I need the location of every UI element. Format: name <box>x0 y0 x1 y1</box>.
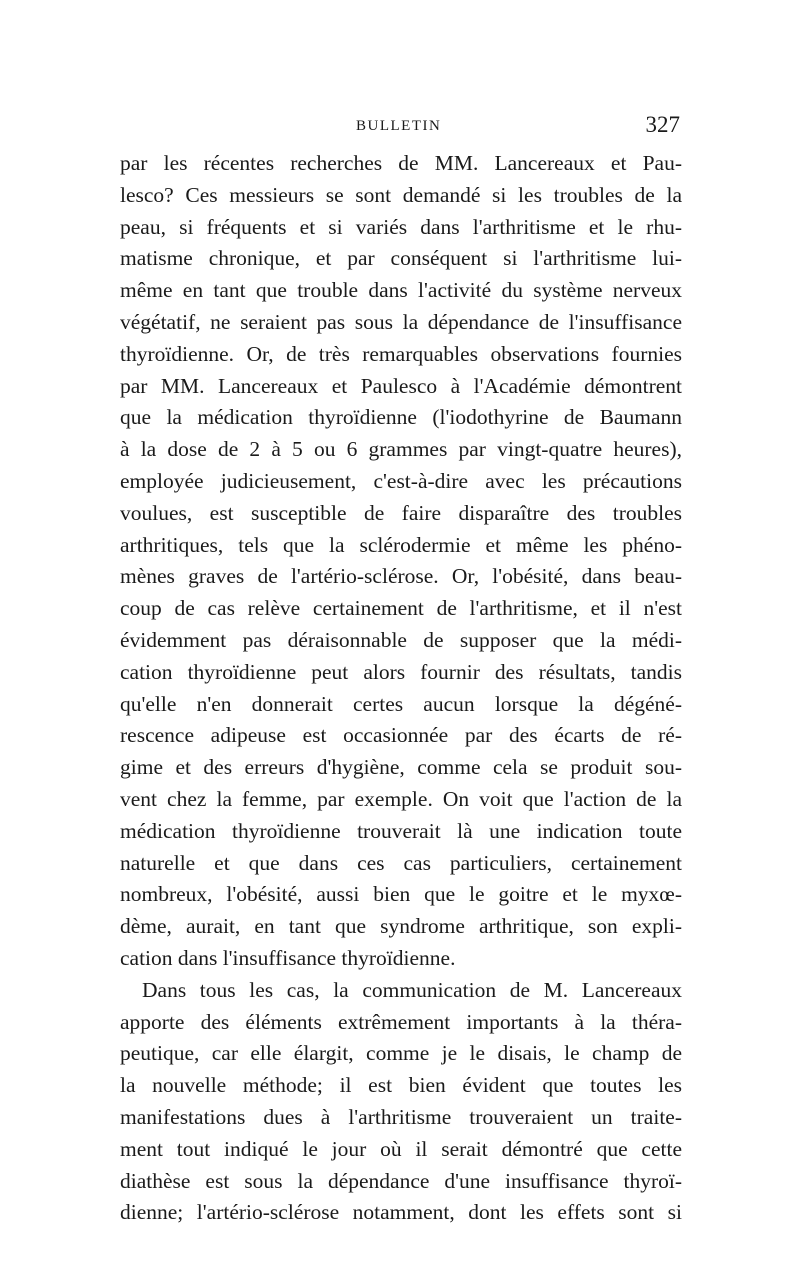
text-line: que la médication thyroïdienne (l'iodothyrine de Baumann <box>120 405 682 430</box>
text-line: naturelle et que dans ces cas particuliers, certainement <box>120 850 682 875</box>
text-line: peau, si fréquents et si variés dans l'arthritisme et le rhu- <box>120 214 682 239</box>
running-title: BULLETIN <box>356 118 442 134</box>
text-line: peutique, car elle élargit, comme je le disais, le champ de <box>120 1041 682 1066</box>
page-number: 327 <box>645 112 680 137</box>
text-line: gime et des erreurs d'hygiène, comme cela se produit sou- <box>120 755 682 780</box>
text-line: végétatif, ne seraient pas sous la dépendance de l'insuffisance <box>120 309 682 334</box>
text-line: manifestations dues à l'arthritisme trouveraient un traite- <box>120 1104 682 1129</box>
text-line: la nouvelle méthode; il est bien évident que toutes les <box>120 1073 682 1098</box>
text-line: à la dose de 2 à 5 ou 6 grammes par vingt-quatre heures), <box>120 437 682 462</box>
text-line: voulues, est susceptible de faire disparaître des troubles <box>120 500 682 525</box>
text-line: médication thyroïdienne trouverait là une indication toute <box>120 818 682 843</box>
text-line: matisme chronique, et par conséquent si l'arthritisme lui- <box>120 246 682 271</box>
text-line: arthritiques, tels que la sclérodermie et même les phéno- <box>120 532 682 557</box>
text-line: même en tant que trouble dans l'activité du système nerveux <box>120 278 682 303</box>
body-text <box>120 148 682 1229</box>
text-line: vent chez la femme, par exemple. On voit que l'action de la <box>120 786 682 811</box>
text-line: rescence adipeuse est occasionnée par des écarts de ré- <box>120 723 682 748</box>
paragraph-first-line: Dans tous les cas, la communication de M. Lancereaux <box>142 977 682 1002</box>
text-line: dienne; l'artério-sclérose notamment, dont les effets sont si <box>120 1200 682 1225</box>
text-line: par les récentes recherches de MM. Lancereaux et Pau- <box>120 151 682 175</box>
text-line: qu'elle n'en donnerait certes aucun lorsque la dégéné- <box>120 691 682 716</box>
text-line: thyroïdienne. Or, de très remarquables observations fournies <box>120 341 682 366</box>
text-line: lesco? Ces messieurs se sont demandé si les troubles de la <box>120 182 682 207</box>
text-line: diathèse est sous la dépendance d'une insuffisance thyroï- <box>120 1168 682 1193</box>
text-line: ment tout indiqué le jour où il serait démontré que cette <box>120 1136 682 1161</box>
text-line: évidemment pas déraisonnable de supposer que la médi- <box>120 627 682 652</box>
text-line: apporte des éléments extrêmement importants à la théra- <box>120 1009 682 1034</box>
running-head <box>120 112 682 142</box>
text-line: coup de cas relève certainement de l'arthritisme, et il n'est <box>120 596 682 621</box>
text-line: employée judicieusement, c'est-à-dire avec les précautions <box>120 468 682 493</box>
text-line: mènes graves de l'artério-sclérose. Or, l'obésité, dans beau- <box>120 564 682 589</box>
text-line: nombreux, l'obésité, aussi bien que le goitre et le myxœ- <box>120 882 682 907</box>
paragraph-last-line: cation dans l'insuffisance thyroïdienne. <box>120 945 456 970</box>
text-line: cation thyroïdienne peut alors fournir des résultats, tandis <box>120 659 682 684</box>
text-line: par MM. Lancereaux et Paulesco à l'Académie démontrent <box>120 373 682 398</box>
text-line: dème, aurait, en tant que syndrome arthritique, son expli- <box>120 914 682 939</box>
